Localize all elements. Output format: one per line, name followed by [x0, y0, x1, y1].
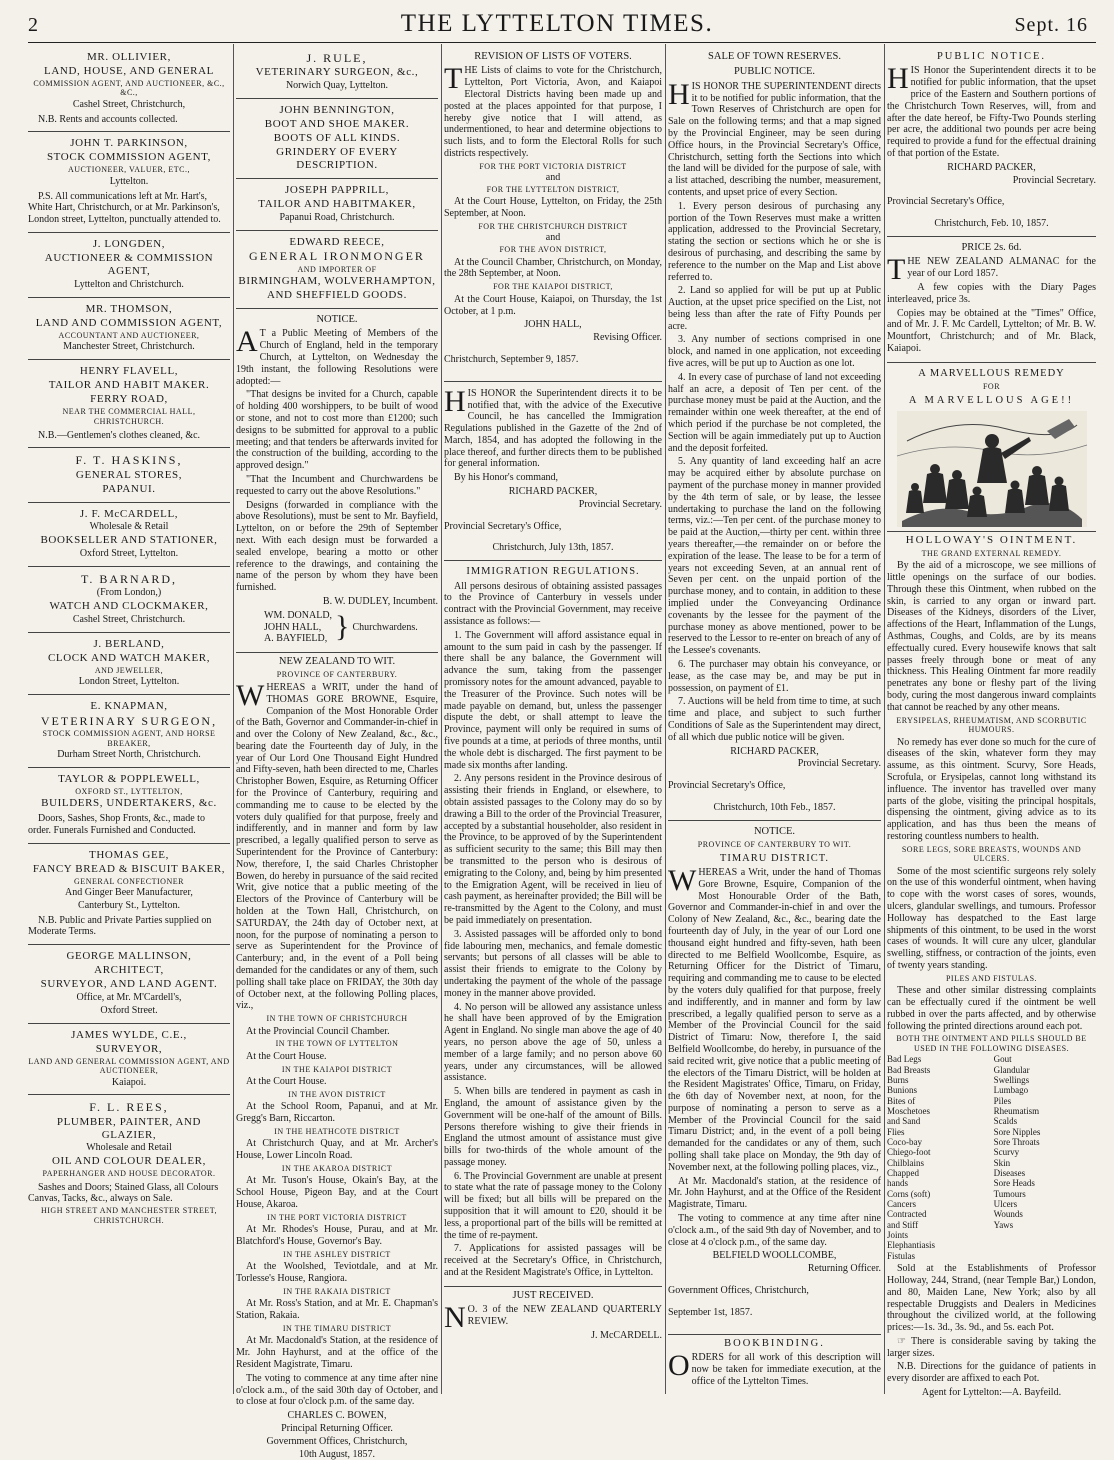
- almanac-text: Copies may be obtained at the "Times" Office, and of Mr. J. F. Mc Cardell, Lyttelton; of Mr. B. W. Mountfort, Christchurch; and of Mr. Black, Kaiapoi.: [887, 307, 1096, 354]
- almanac-text: A few copies with the Diary Pages interleaved, price 3s.: [887, 281, 1096, 305]
- office-line: Government Offices, Christchurch,: [668, 1285, 809, 1297]
- notice-date: Christchurch, 10th Feb., 1857.: [713, 801, 836, 813]
- notice-subheading: PUBLIC NOTICE.: [733, 66, 816, 78]
- column-3: [444, 46, 662, 1392]
- district-label: IN THE HEATHCOTE DISTRICT: [274, 1126, 400, 1136]
- ad-note: Doors, Sashes, Shop Fronts, &c., made to order. Funerals Furnished and Conducted.: [28, 813, 205, 836]
- ad-line: AND SHEFFIELD GOODS.: [266, 289, 408, 302]
- disease-item: Skin Diseases: [993, 1157, 1026, 1179]
- district-label: IN THE RAKAIA DISTRICT: [283, 1286, 391, 1296]
- signer-name: JOHN HALL,: [524, 319, 582, 331]
- ad-note: N.B. Public and Private Parties supplied on Moderate Terms.: [28, 914, 212, 938]
- ad-name: HENRY FLAVELL,: [79, 364, 179, 377]
- regulation-item: 7. Applications for assisted passages will be received at the Secretary's Office, in Christchurch, and at the Resident Magistrate's Office, in Lyttelton.: [444, 1243, 662, 1279]
- almanac-ad: [887, 237, 1096, 363]
- ad-paragraph: ☞ There is considerable saving by taking the larger sizes.: [887, 1335, 1096, 1359]
- disease-item: Scalds: [993, 1116, 1018, 1127]
- ad-headline: FOR: [982, 382, 1001, 392]
- drop-cap: A: [236, 325, 258, 359]
- ad-line: BOOTS OF ALL KINDS.: [273, 131, 401, 144]
- hearing-place: At the Court House, Lyttelton, on Friday, the 25th September, at Noon.: [444, 196, 662, 220]
- ad-line: STOCK COMMISSION AGENT,: [46, 151, 212, 164]
- disease-item: Chilblains: [887, 1157, 925, 1168]
- ad-footer: HIGH STREET AND MANCHESTER STREET, CHRISTCHURCH.: [40, 1206, 218, 1225]
- drop-cap: H: [887, 62, 909, 96]
- ad-headline: A MARVELLOUS AGE!!: [908, 394, 1075, 406]
- ad-knapman: [28, 695, 230, 768]
- term-item: 5. Any quantity of land exceeding half an acre may be acquired either by absolute purchase on payment of the purchase money in manner provided by the 4th term of sale, or by lease, the lessee undertaking to purchase the land on the following terms, viz.:—Ten per cent. of the purchase money to be paid at the Auction,—thirty per cent. within three years thereafter,—the remainder on or before the expiration of the lease. The lease to be for a term of years not exceeding Seven, at an annual rent of Seven per cent. on the unpaid portion of the purchase money, and to contain, in addition to these implied under the Conveyancing Ordinance covenants by the lessee for the payment of the purchase money as above mentioned, power to be reserved to the Lessor to re-enter on breach of any of the Lessee's covenants.: [668, 456, 881, 657]
- ad-line: Oxford Street.: [100, 1004, 158, 1016]
- disease-list: [887, 1054, 1096, 1261]
- disease-item: Tumours: [993, 1188, 1026, 1199]
- ad-name: TAYLOR & POPPLEWELL,: [58, 772, 200, 785]
- holloway-ad: [887, 368, 1096, 1399]
- disease-item: Elephantiasis: [887, 1240, 935, 1251]
- polling-place: At Mr. Rhodes's House, Purau, and at Mr. Blatchford's House, Governor's Bay.: [236, 1224, 438, 1248]
- hearing-place: At the Council Chamber, Christchurch, on Monday, the 28th September, at Noon.: [444, 256, 662, 280]
- ad-ollivier: [28, 46, 230, 132]
- disease-list-left: [887, 1054, 989, 1261]
- drop-cap: O: [668, 1349, 690, 1383]
- disease-item: Coco-bay: [887, 1136, 922, 1147]
- ad-line: ARCHITECT,: [94, 964, 164, 977]
- disease-item: Glandular Swellings: [993, 1064, 1030, 1085]
- ad-flavell: [28, 360, 230, 449]
- ad-name: JOHN BENNINGTON,: [279, 103, 395, 116]
- disease-item: Rheumatism: [993, 1105, 1040, 1116]
- term-item: 6. The purchaser may obtain his conveyance, or lease, as the case may be, and may be put in possession, on payment of £1.: [668, 659, 881, 694]
- ad-name: MR. OLLIVIER,: [87, 51, 171, 63]
- ad-line: NEAR THE COMMERCIAL HALL,: [62, 406, 196, 416]
- ad-name: GEORGE MALLINSON,: [66, 950, 192, 963]
- warden-name: JOHN HALL,: [264, 621, 322, 633]
- disease-item: Chiego-foot: [887, 1147, 931, 1158]
- ad-name: E. KNAPMAN,: [90, 699, 168, 712]
- ad-section-heading: ERYSIPELAS, RHEUMATISM, AND SCORBUTIC HUMOURS.: [896, 715, 1087, 735]
- ad-line: SURVEYOR, AND LAND AGENT.: [40, 978, 218, 991]
- ad-line: Oxford Street, Lyttelton.: [79, 548, 179, 560]
- regulation-item: 5. When bills are tendered in payment as cash in England, the amount of assistance given by the Government will be one-half of the amount of Bills. Persons therefore wishing to give their friends in England the utmost amount of assistance must give bills for two-thirds of the whole amount of the passage money.: [444, 1086, 662, 1168]
- almanac-price: PRICE 2s. 6d.: [961, 241, 1022, 253]
- disease-item: Contracted and Stiff Joints: [887, 1209, 927, 1241]
- term-item: 4. In every case of purchase of land not exceeding half an acre, a deposit of Ten per cent. of the purchase money must be paid at the Auction, and the remainder within one week thereafter, at the end of which period if the purchase be not completed, the Section will be again immediately put up to Auction and the deposit forfeited.: [668, 371, 881, 454]
- notice-date: September 1st, 1857.: [668, 1306, 753, 1318]
- resolution-2: "That the Incumbent and Churchwardens be requested to carry out the above Resolutions.": [236, 473, 438, 497]
- ad-section-heading: SORE LEGS, SORE BREASTS, WOUNDS AND ULCERS.: [901, 844, 1082, 864]
- disease-item: Gout: [993, 1054, 1012, 1065]
- polling-place: At the Court House.: [246, 1050, 327, 1062]
- signer-name: RICHARD PACKER,: [947, 161, 1036, 173]
- by-command: By his Honor's command,: [454, 472, 559, 484]
- signer-title: Revising Officer.: [593, 332, 662, 344]
- notice-body: IS HONOR THE SUPERINTENDENT directs it to be notified for public information, that the Town Reserves of Christchurch are open for Sale on the following terms; and that a map signed by the Provincial Engineer, may be seen during Office hours, in the Provincial Secretary's Office, Christchurch, setting forth the Sections into which the land will be divided for the purpose of sale, with a list attached, describing the number, measurement, contents, and upset price of every Section.: [668, 80, 881, 198]
- disease-item: Sore Throats: [993, 1136, 1040, 1147]
- disease-item: Lumbago: [993, 1085, 1029, 1096]
- ad-note: Sashes and Doors; Stained Glass, all Colours Canvas, Tacks, &c., always on Sale.: [28, 1181, 219, 1205]
- district-label: FOR THE KAIAPOI DISTRICT,: [493, 282, 613, 292]
- warden-name: A. BAYFIELD,: [264, 633, 328, 645]
- ad-line: Office, at Mr. M'Cardell's,: [76, 992, 182, 1004]
- ad-line: FERRY ROAD,: [90, 392, 168, 405]
- ad-haskins: [28, 448, 230, 502]
- conjunction: and: [545, 172, 561, 184]
- term-item: 7. Auctions will be held from time to time, at such time and place, and subject to such further Conditions of Sale as the Superintendent may direct, of all which due public notice will be given.: [668, 696, 881, 743]
- ad-name: F. T. HASKINS,: [75, 453, 183, 468]
- notice-body: O. 3 of the NEW ZEALAND QUARTERLY REVIEW.: [467, 1304, 662, 1328]
- ad-paragraph: Some of the most scientific surgeons rely solely on the use of this wonderful ointment, when having to cope with the worst cases of sores, wounds, ulcers, glandular swellings, and tumours. Professor Holloway has despatched to the East large shipments of this ointment, to be used in the worst cases of wounds. It will cure any ulcer, glandular swelling, stiffness, or contraction of the joints, even of twenty years standing.: [887, 865, 1096, 971]
- signer-name: CHARLES C. BOWEN,: [287, 1410, 387, 1422]
- wardens-label: Churchwardens.: [352, 621, 418, 633]
- ad-name: JAMES WYLDE, C.E.,: [71, 1028, 187, 1041]
- drop-cap: W: [236, 678, 265, 712]
- regulation-item: 4. No person will be allowed any assistance unless he shall have been approved of by the Emigration Agent in England. No single man above the age of 40 years, no person above the age of 50, unless a member of a large family; and no person above 60 years, under any circumstances, will be allowed assistance.: [444, 1001, 662, 1084]
- writ-notice: [236, 656, 438, 1460]
- ad-line: Durham Street North, Christchurch.: [57, 748, 201, 760]
- notice-heading: JUST RECEIVED.: [512, 1289, 594, 1301]
- ad-line: Wholesale & Retail: [89, 521, 169, 533]
- ad-line: (From London,): [96, 587, 162, 599]
- issue-date: Sept. 16: [1014, 14, 1088, 36]
- ad-line: SURVEYOR,: [95, 1042, 163, 1055]
- ad-section-heading: PILES AND FISTULAS.: [945, 973, 1038, 983]
- bookbinding-notice: [668, 1338, 881, 1388]
- signer-name: RICHARD PACKER,: [730, 745, 819, 757]
- ad-section-heading: BOTH THE OINTMENT AND PILLS SHOULD BE USED IN THE FOLLOWING DISEASES.: [896, 1034, 1087, 1053]
- disease-item: Fistulas: [887, 1250, 916, 1261]
- ad-wylde: [28, 1024, 230, 1096]
- ad-name: J. BERLAND,: [93, 637, 165, 650]
- notice-heading: REVISION OF LISTS OF VOTERS.: [474, 51, 632, 62]
- ad-line: STOCK COMMISSION AGENT, AND HORSE BREAKER,: [42, 729, 216, 748]
- district-label: IN THE PORT VICTORIA DISTRICT: [267, 1212, 407, 1222]
- brace: }: [335, 610, 350, 644]
- warden-name: WM. DONALD,: [264, 609, 333, 621]
- district-label: IN THE TOWN OF CHRISTCHURCH: [266, 1014, 408, 1024]
- ad-name: J. RULE,: [306, 51, 368, 65]
- disease-item: Sore Heads: [993, 1178, 1035, 1189]
- ad-name: JOHN T. PARKINSON,: [70, 137, 188, 150]
- notice-body: IS Honor the Superintendent directs it to be notified for public information, that the upset price of the Eastern and Southern portions of the Christchurch Town Reserves, will, from and after the date hereof, be Fifty-Two Pounds sterling per acre, the additional two pounds per acre being required to provide a fund for the effectual draining of that portion of the Estate.: [887, 65, 1096, 159]
- column-5: [887, 46, 1096, 1399]
- ad-note: P.S. All communications left at Mr. Hart's, White Hart, Christchurch, or at Mr. Parkinson's, London street, Lyttelton, punctually attended to.: [28, 190, 221, 226]
- ad-rees: [28, 1095, 230, 1231]
- ad-line: AUCTIONEER, VALUER, ETC.,: [68, 165, 190, 175]
- disease-item: Scurvy: [993, 1147, 1020, 1158]
- ad-mallinson: [28, 945, 230, 1024]
- ad-line: Wholesale and Retail: [86, 1142, 172, 1154]
- timaru-notice: [668, 821, 881, 1335]
- disease-item: Bunions: [887, 1085, 918, 1096]
- honor-notice: [444, 382, 662, 562]
- regulation-item: 3. Assisted passages will be afforded only to bond fide labouring men, mechanics, and female domestic servants; but persons of all classes will be able to assist their friends to emigrate to the Colony by undertaking the payment of the whole of the passage money in the manner above provided.: [444, 928, 662, 999]
- newspaper-title: THE LYTTELTON TIMES.: [400, 10, 714, 37]
- column-1: [28, 46, 230, 1392]
- ad-line: BIRMINGHAM, WOLVERHAMPTON,: [238, 275, 436, 288]
- ad-line: COMMISSION AGENT, AND AUCTIONEER, &C., &C.,: [33, 78, 225, 98]
- district-label: FOR THE CHRISTCHURCH DISTRICT: [478, 222, 628, 232]
- just-received: [444, 1290, 662, 1342]
- polling-place: At Mr. Tuson's House, Okain's Bay, at the School House, Pigeon Bay, and at the Court House, Akaroa.: [236, 1175, 438, 1211]
- ad-line: WATCH AND CLOCKMAKER,: [49, 600, 209, 612]
- ad-line: GENERAL CONFECTIONER: [74, 876, 184, 886]
- notice-heading: NEW ZEALAND TO WIT.: [278, 656, 396, 668]
- ad-line: CHRISTCHURCH.: [93, 417, 165, 427]
- ad-line: CLOCK AND WATCH MAKER,: [47, 651, 211, 664]
- notice-date: Christchurch, September 9, 1857.: [444, 353, 579, 365]
- district-label: IN THE AVON DISTRICT: [288, 1089, 386, 1099]
- district-label: FOR THE AVON DISTRICT,: [499, 245, 607, 255]
- notice-heading: NOTICE.: [316, 314, 358, 325]
- ad-line: Papanui Road, Christchurch.: [279, 211, 395, 223]
- ad-note: N.B.—Gentlemen's clothes cleaned, &c.: [38, 429, 201, 441]
- hearing-place: At the Court House, Kaiapoi, on Thursday, the 1st October, at 1 p.m.: [444, 293, 662, 317]
- signer-name: RICHARD PACKER,: [508, 486, 598, 498]
- ad-line: AND JEWELLER,: [94, 665, 164, 675]
- ad-paragraph: By the aid of a microscope, we see millions of little openings on the surface of our bodies. Through these this Ointment, when rubbed on the skin, is carried to any organ or inward part. Diseases of the Kidneys, disorders of the Liver, affections of the Heart, Inflammation of the Lungs, Asthmas, Coughs, and Colds, are by its means effectually cured. Every housewife knows that salt passes freely through bone or meat of any thickness. This Healing Ointment far more readily penetrates any bone or fleshy part of the living body, curing the most dangerous inward complaints that cannot be reached by any other means.: [887, 560, 1096, 713]
- polling-place: At Mr. Ross's Station, and at Mr. E. Chapman's Station, Rakaia.: [236, 1298, 438, 1322]
- signer-title: Principal Returning Officer.: [281, 1422, 393, 1434]
- conjunction: and: [545, 232, 561, 244]
- ad-line: GENERAL STORES,: [75, 468, 183, 481]
- signer-title: Provincial Secretary.: [1012, 174, 1096, 186]
- notice-heading: BOOKBINDING.: [724, 1337, 825, 1349]
- ad-paragraph: These and other similar distressing complaints can be effectually cured if the ointment be well rubbed in over the parts affected, and by otherwise following the printed directions around each pot.: [887, 985, 1096, 1032]
- ad-name: MR. THOMSON,: [85, 302, 173, 315]
- almanac-title: HE NEW ZEALAND ALMANAC for the year of our Lord 1857.: [907, 256, 1096, 280]
- page-number: 2: [28, 14, 38, 36]
- ad-name: EDWARD REECE,: [289, 235, 385, 248]
- masthead-rule: [28, 42, 1096, 43]
- immigration-regulations: [444, 561, 662, 1287]
- notice-subheading: PROVINCE OF CANTERBURY.: [276, 670, 398, 680]
- ad-line: GRINDERY OF EVERY DESCRIPTION.: [276, 145, 398, 171]
- column-4: [668, 46, 881, 1392]
- drop-cap: T: [887, 253, 906, 287]
- column-divider: [665, 44, 666, 1394]
- product-title: HOLLOWAY'S OINTMENT.: [887, 531, 1096, 547]
- notice-date: Christchurch, July 13th, 1857.: [492, 542, 614, 554]
- ad-line: Norwich Quay, Lyttelton.: [285, 80, 389, 92]
- office-line: Provincial Secretary's Office,: [887, 196, 1005, 208]
- notice-body: T a Public Meeting of Members of the Church of England, held in the temporary Church, at Lyttelton, on Wednesday the 19th instant, the following Resolutions were adopted:—: [236, 328, 438, 387]
- drop-cap: H: [668, 77, 690, 111]
- notice-subheading: PROVINCE OF CANTERBURY TO WIT.: [697, 840, 852, 850]
- ad-name: T. BARNARD,: [80, 572, 178, 587]
- column-2: [236, 46, 438, 1460]
- disease-item: Corns (soft): [887, 1188, 931, 1199]
- ad-line: LAND, HOUSE, AND GENERAL: [44, 64, 214, 77]
- district-label: IN THE KAIAPOI DISTRICT: [281, 1064, 393, 1074]
- disease-item: Chapped hands: [887, 1168, 919, 1189]
- ad-bennington: [236, 99, 438, 179]
- notice-date: Christchurch, Feb. 10, 1857.: [934, 218, 1049, 230]
- sale-of-town-reserves: [668, 46, 881, 821]
- ad-line: Lyttelton and Christchurch.: [74, 278, 184, 290]
- term-item: 2. Land so applied for will be put up at Public Auction, at the upset price specified on the List, not being less than after the rate of Fifty Pounds per acre.: [668, 285, 881, 332]
- regulation-item: 1. The Government will afford assistance equal in amount to the sum paid in cash by the passenger. If there shall be any balance, the Government will advance the sum, taking from the passenger promissory notes for the amount advanced, payable to the Treasurer of the Province. Such notes will be made payable on demand, but, unless the passenger dispute the debt, or shall attempt to leave the Province, payment will only be required in sums of five pounds at a time, at periods of three months, until the whole debt is discharged. The first payment to be made six months after landing.: [444, 629, 662, 771]
- district-label: IN THE AKAROA DISTRICT: [281, 1163, 393, 1173]
- notice-body: HE Lists of claims to vote for the Christchurch, Lyttelton, Port Victoria, Avon, and Kaiapoi Electoral Districts having been made up and posted at the places appointed for that purpose, I hereby give notice that I will attend, as undermentioned, to hear and determine objections to such lists, and to form the Electoral Rolls for such districts respectively.: [444, 65, 662, 159]
- ad-name: J. LONGDEN,: [92, 237, 166, 250]
- column-divider: [233, 44, 234, 1394]
- notice-date: 10th August, 1857.: [298, 1448, 376, 1460]
- voting-hours: The voting to commence at any time after nine o'clock a.m., of the said 30th day of October, and to close at four o'clock p.m. of the same day.: [236, 1372, 438, 1408]
- revision-notice: [444, 46, 662, 382]
- writ-body: HEREAS a WRIT, under the hand of THOMAS GORE BROWNE, Esquire, Companion of the Most Honorable Order of the Bath, Governor and Commander-in-chief in and over the Colony of New Zealand, &c., &c., bearing date the Fourteenth day of July, in the year of Our Lord One Thousand Eight Hundred and Fifty-seven, hath been directed to me, Charles Christopher Bowen, Esquire, as Returning Officer for the Province of Canterbury, requiring and commanding me to cause to be elected by the voters duly qualified for that purpose, freely and indifferently, and in manner and form by law prescribed, a legally qualified person to serve as Superintendent for the Province of Canterbury: Now, therefore, I, the said Charles Christopher Bowen, do hereby in pursuance of the said recited Writ, give notice that a public meeting of the Electors of the Province of Canterbury will be holden at the Town Hall, Christchurch, on SATURDAY, the 24th day of October next, at noon, for the purpose of nominating a person to serve as Superintendent for the Province of Canterbury; and, in the event of a Poll being demanded for the candidates or any of them, such polling shall take place on FRIDAY, the 30th day of October next, at the following Polling places, viz.,: [236, 681, 438, 1012]
- district-label: IN THE TOWN OF LYTTELTON: [275, 1039, 399, 1049]
- ad-mccardell: [28, 503, 230, 568]
- signer-title: Provincial Secretary.: [797, 758, 881, 770]
- office-line: Provincial Secretary's Office,: [444, 520, 562, 532]
- ad-line: FANCY BREAD & BISCUIT BAKER,: [32, 862, 226, 875]
- church-notice: [236, 309, 438, 653]
- ad-line: Manchester Street, Christchurch.: [63, 341, 195, 353]
- notice-body: RDERS for all work of this description will now be taken for immediate execution, at the office of the Lyttelton Times.: [691, 1352, 881, 1387]
- polling-place: At the Provincial Council Chamber.: [246, 1025, 390, 1037]
- drop-cap: N: [444, 1301, 466, 1335]
- churchwardens: [264, 610, 438, 645]
- drop-cap: T: [444, 62, 463, 96]
- agent-line: Agent for Lyttelton:—A. Bayfeild.: [921, 1387, 1062, 1399]
- regulation-item: 2. Any persons resident in the Province desirous of assisting their friends in England, or elsewhere, to obtain assisted passages to the Colony may do so by drawing a Bill to the order of the Provincial Treasurer, accepted by a substantial householder, also resident in the Province, to be approved of by the Superintendent as sufficient security to the same; this Bill may then be transmitted to the person who is desirous of emigrating to the Colony, and, being by him presented to the Emigration Agent, will be received in lieu of cash payment, as hereinafter provided; the Bill will be re-transmitted by the Agent to the Colony, and must be paid immediately on presentation.: [444, 773, 662, 926]
- disease-item: Piles: [993, 1095, 1012, 1106]
- notice-heading: PUBLIC NOTICE.: [936, 51, 1047, 62]
- polling-place: At the School Room, Papanui, and at Mr. Gregg's Barn, Riccarton.: [236, 1101, 438, 1125]
- notice-heading: NOTICE.: [753, 825, 796, 837]
- ad-line: BOOT AND SHOE MAKER.: [264, 117, 410, 130]
- voting-hours: The voting to commence at any time after nine o'clock a.m., of the said 9th day of November, and to close at 4 o'clock p.m., of the same day.: [668, 1213, 881, 1248]
- public-notice: [887, 46, 1096, 237]
- district-label: FOR THE PORT VICTORIA DISTRICT: [479, 161, 627, 171]
- district-heading: TIMARU DISTRICT.: [719, 852, 830, 864]
- resolution-1: "That designs be invited for a Church, capable of holding 400 worshippers, to be built of wood or stone, and not to cost more than £1200; such designs to be submitted for approval to a public meeting; and that tenders be afterwards invited for the construction of the building, according to the approved design.": [236, 389, 438, 472]
- polling-place: At Mr. Macdonald's station, at the residence of Mr. John Hayhurst, and at the Office of the Resident Magistrate, Timaru.: [668, 1175, 881, 1211]
- ad-line: Cashel Street, Christchurch.: [72, 613, 186, 625]
- signer-title: Returning Officer.: [807, 1263, 881, 1275]
- ad-taylor-popplewell: [28, 768, 230, 844]
- district-label: FOR THE LYTTELTON DISTRICT,: [486, 184, 620, 194]
- ad-barnard: [28, 567, 230, 633]
- ad-line: Cashel Street, Christchurch,: [72, 98, 186, 110]
- ad-line: ACCOUNTANT AND AUCTIONEER,: [58, 330, 200, 340]
- disease-item: Bad Breasts: [887, 1064, 931, 1075]
- product-subtitle: THE GRAND EXTERNAL REMEDY.: [921, 548, 1062, 558]
- regulation-item: 6. The Provincial Government are unable at present to state what the rate of passage money to the Colony will be fixed; but all bills will be prepared on the supposition that it will amount to £20, should it be less, a proportional part of the bills will be remitted at the time of re-payment.: [444, 1170, 662, 1241]
- notice-heading: IMMIGRATION REGULATIONS.: [466, 566, 640, 578]
- ad-line: PLUMBER, PAINTER, AND GLAZIER,: [56, 1115, 202, 1141]
- incumbent-signature: B. W. DUDLEY, Incumbent.: [322, 595, 438, 607]
- polling-place: At the Court House.: [246, 1076, 327, 1088]
- disease-item: Wounds: [993, 1209, 1023, 1220]
- disease-item: Burns: [887, 1074, 909, 1085]
- masthead: [0, 0, 1114, 42]
- disease-list-right: [994, 1054, 1096, 1261]
- ad-name: THOMAS GEE,: [89, 848, 169, 861]
- ad-name: F. L. REES,: [89, 1100, 169, 1115]
- ad-line: VETERINARY SURGEON,: [40, 713, 218, 728]
- ad-line: LAND AND COMMISSION AGENT,: [35, 316, 223, 329]
- disease-item: Yaws: [993, 1219, 1014, 1230]
- writ-body: HEREAS a Writ, under the hand of Thomas Gore Browne, Esquire, Companion of the Most Honourable Order of the Bath, Governor and Commander-in-chief in and over the Colony of New Zealand, &c., &c., bearing date the fourteenth day of July, in the year of our Lord one thousand eight hundred and fifty-seven, hath been directed to me Belfield Woollcombe, Esquire, as Returning Officer for the District of Timaru, requiring and commanding me to cause to be elected by the voters duly qualified for that purpose, freely and indifferently, and in manner and form by law prescribed, a legally qualified person to serve as a Member of the Provincial Council for the said District of Timaru: Now, therefore I, the said Belfield Woollcombe, do hereby, in pursuance of the said recited writ, give notice that a public meeting of the electors of the Timaru District, will be holden at the Resident Magistrates' Office, Timaru, on Friday, the 6th day of November next, at noon, for the purpose of nominating a person to serve as a Member of the Provincial Council for the said Timaru District; and, in the event of a poll being demanded for the candidates or any of them, such polling shall take place on Monday, the 9th day of November next, at the following polling places, viz.,: [668, 866, 881, 1173]
- drop-cap: H: [444, 384, 466, 418]
- drop-cap: W: [668, 863, 697, 897]
- regulations-intro: All persons desirous of obtaining assisted passages to the Province of Canterbury in vessels under contract with the Provincial Government, may receive assistance as follows:—: [444, 580, 662, 628]
- column-divider: [884, 44, 885, 1394]
- ad-paragraph: Sold at the Establishments of Professor Holloway, 244, Strand, (near Temple Bar,) London, and 80, Maiden Lane, New York; also by all respectable Druggists and Dealers in Medicines throughout the civilized world, at the following prices:—1s. 3d., 3s. 9d., and 5s. each Pot.: [887, 1263, 1096, 1334]
- ad-gee: [28, 844, 230, 946]
- ad-line: OIL AND COLOUR DEALER,: [52, 1155, 206, 1168]
- ad-line: TAILOR AND HABITMAKER,: [258, 197, 416, 210]
- ad-line: GENERAL IRONMONGER: [249, 249, 425, 264]
- ad-paragraph: No remedy has ever done so much for the cure of diseases of the skin, whatever form they may assume, as this ointment. Scurvy, Sore Heads, Scrofula, or Erysipelas, cannot long withstand its influence. The inventor has travelled over many parts of the globe, visiting the principal hospitals, dispensing the ointment, giving advice as to its application, and has thus been the means of restoring countless numbers to health.: [887, 736, 1096, 842]
- signer-title: Provincial Secretary.: [578, 498, 662, 510]
- notice-designs: Designs (forwarded in compliance with the above Resolutions), must be sent to Mr. Bayfield, Lyttelton, on or before the 29th of September next. With each design must be forwarded a sealed envelope, bearing a motto or other reference to the drawings, and containing the name of the person by whom they have been furnished.: [236, 499, 438, 594]
- polling-place: At Mr. Macdonald's Station, at the residence of Mr. John Hayhurst, and at the office of the Resident Magistrate, Timaru.: [236, 1335, 438, 1370]
- ad-name: JOSEPH PAPPRILL,: [285, 183, 389, 196]
- term-item: 1. Every person desirous of purchasing any portion of the Town Reserves must make a written application, addressed to the Provincial Secretary, stating the section or sections which he or she is desirous of purchasing, and describing the same by reference to the number on the Map and List above referred to.: [668, 200, 881, 283]
- ad-line: PAPERHANGER AND HOUSE DECORATOR.: [42, 1169, 216, 1179]
- ad-line: Canterbury St., Lyttelton.: [78, 899, 180, 911]
- ad-berland: [28, 633, 230, 695]
- ad-line: Kaiapoi.: [111, 1076, 147, 1088]
- disease-item: Sore Nipples: [993, 1126, 1041, 1137]
- ad-name: J. F. McCARDELL,: [79, 507, 179, 520]
- signer-name: J. McCARDELL.: [591, 1329, 662, 1341]
- ad-line: TAILOR AND HABIT MAKER.: [48, 378, 210, 391]
- column-divider: [441, 44, 442, 1394]
- ad-line: VETERINARY SURGEON, &c.,: [255, 66, 419, 79]
- district-label: IN THE ASHLEY DISTRICT: [283, 1249, 391, 1259]
- disease-item: Bites of Moschetoes and Sand Flies: [887, 1095, 930, 1137]
- office-line: Provincial Secretary's Office,: [668, 780, 786, 792]
- disease-item: Ulcers: [993, 1199, 1018, 1210]
- polling-place: At Christchurch Quay, and at Mr. Archer's House, Lower Lincoln Road.: [236, 1138, 438, 1162]
- ad-line: London Street, Lyttelton.: [78, 676, 180, 688]
- ad-line: Lyttelton.: [109, 175, 149, 187]
- ad-longden: [28, 233, 230, 298]
- holloway-engraving-illustration: [897, 411, 1087, 527]
- ad-line: OXFORD ST., LYTTELTON,: [75, 786, 183, 796]
- disease-item: Cancers: [887, 1199, 916, 1210]
- ad-rule: [236, 46, 438, 99]
- disease-item: Bad Legs: [887, 1054, 922, 1065]
- ad-line: LAND AND GENERAL COMMISSION AGENT, AND AUCTIONEER,: [28, 1056, 230, 1076]
- ad-line: BUILDERS, UNDERTAKERS, &c.: [41, 797, 217, 810]
- ad-papprill: [236, 179, 438, 231]
- ad-line: AUCTIONEER & COMMISSION AGENT,: [44, 251, 214, 277]
- notice-body: IS HONOR the Superintendent directs it to be notified that, with the advice of the Executive Council, he has cancelled the Immigration Regulations published in the Gazette of the 2nd of March, 1854, and has adopted the following in the place thereof, and further directs them to be published for general information.: [444, 387, 662, 470]
- ad-line: AND IMPORTER OF: [297, 264, 377, 274]
- ad-headline: A MARVELLOUS REMEDY: [918, 367, 1065, 379]
- ad-parkinson: [28, 132, 230, 233]
- district-label: IN THE TIMARU DISTRICT: [282, 1323, 392, 1333]
- ad-paragraph: N.B. Directions for the guidance of patients in every disorder are affixed to each Pot.: [887, 1361, 1096, 1385]
- signer-name: BELFIELD WOOLLCOMBE,: [712, 1250, 837, 1262]
- office-line: Government Offices, Christchurch,: [266, 1435, 408, 1447]
- ad-note: N.B. Rents and accounts collected.: [38, 113, 178, 125]
- term-item: 3. Any number of sections comprised in one block, and named in one application, not exceeding five acres, will be put up to Auction as one lot.: [668, 334, 881, 370]
- notice-heading: SALE OF TOWN RESERVES.: [708, 51, 841, 62]
- ad-line: And Ginger Beer Manufacturer,: [65, 887, 193, 899]
- ad-reece: [236, 231, 438, 310]
- polling-place: At the Woolshed, Teviotdale, and at Mr. Torlesse's House, Rangiora.: [236, 1261, 438, 1285]
- ad-line: PAPANUI.: [102, 482, 156, 495]
- ad-thomson: [28, 298, 230, 360]
- ad-line: BOOKSELLER AND STATIONER,: [40, 534, 218, 547]
